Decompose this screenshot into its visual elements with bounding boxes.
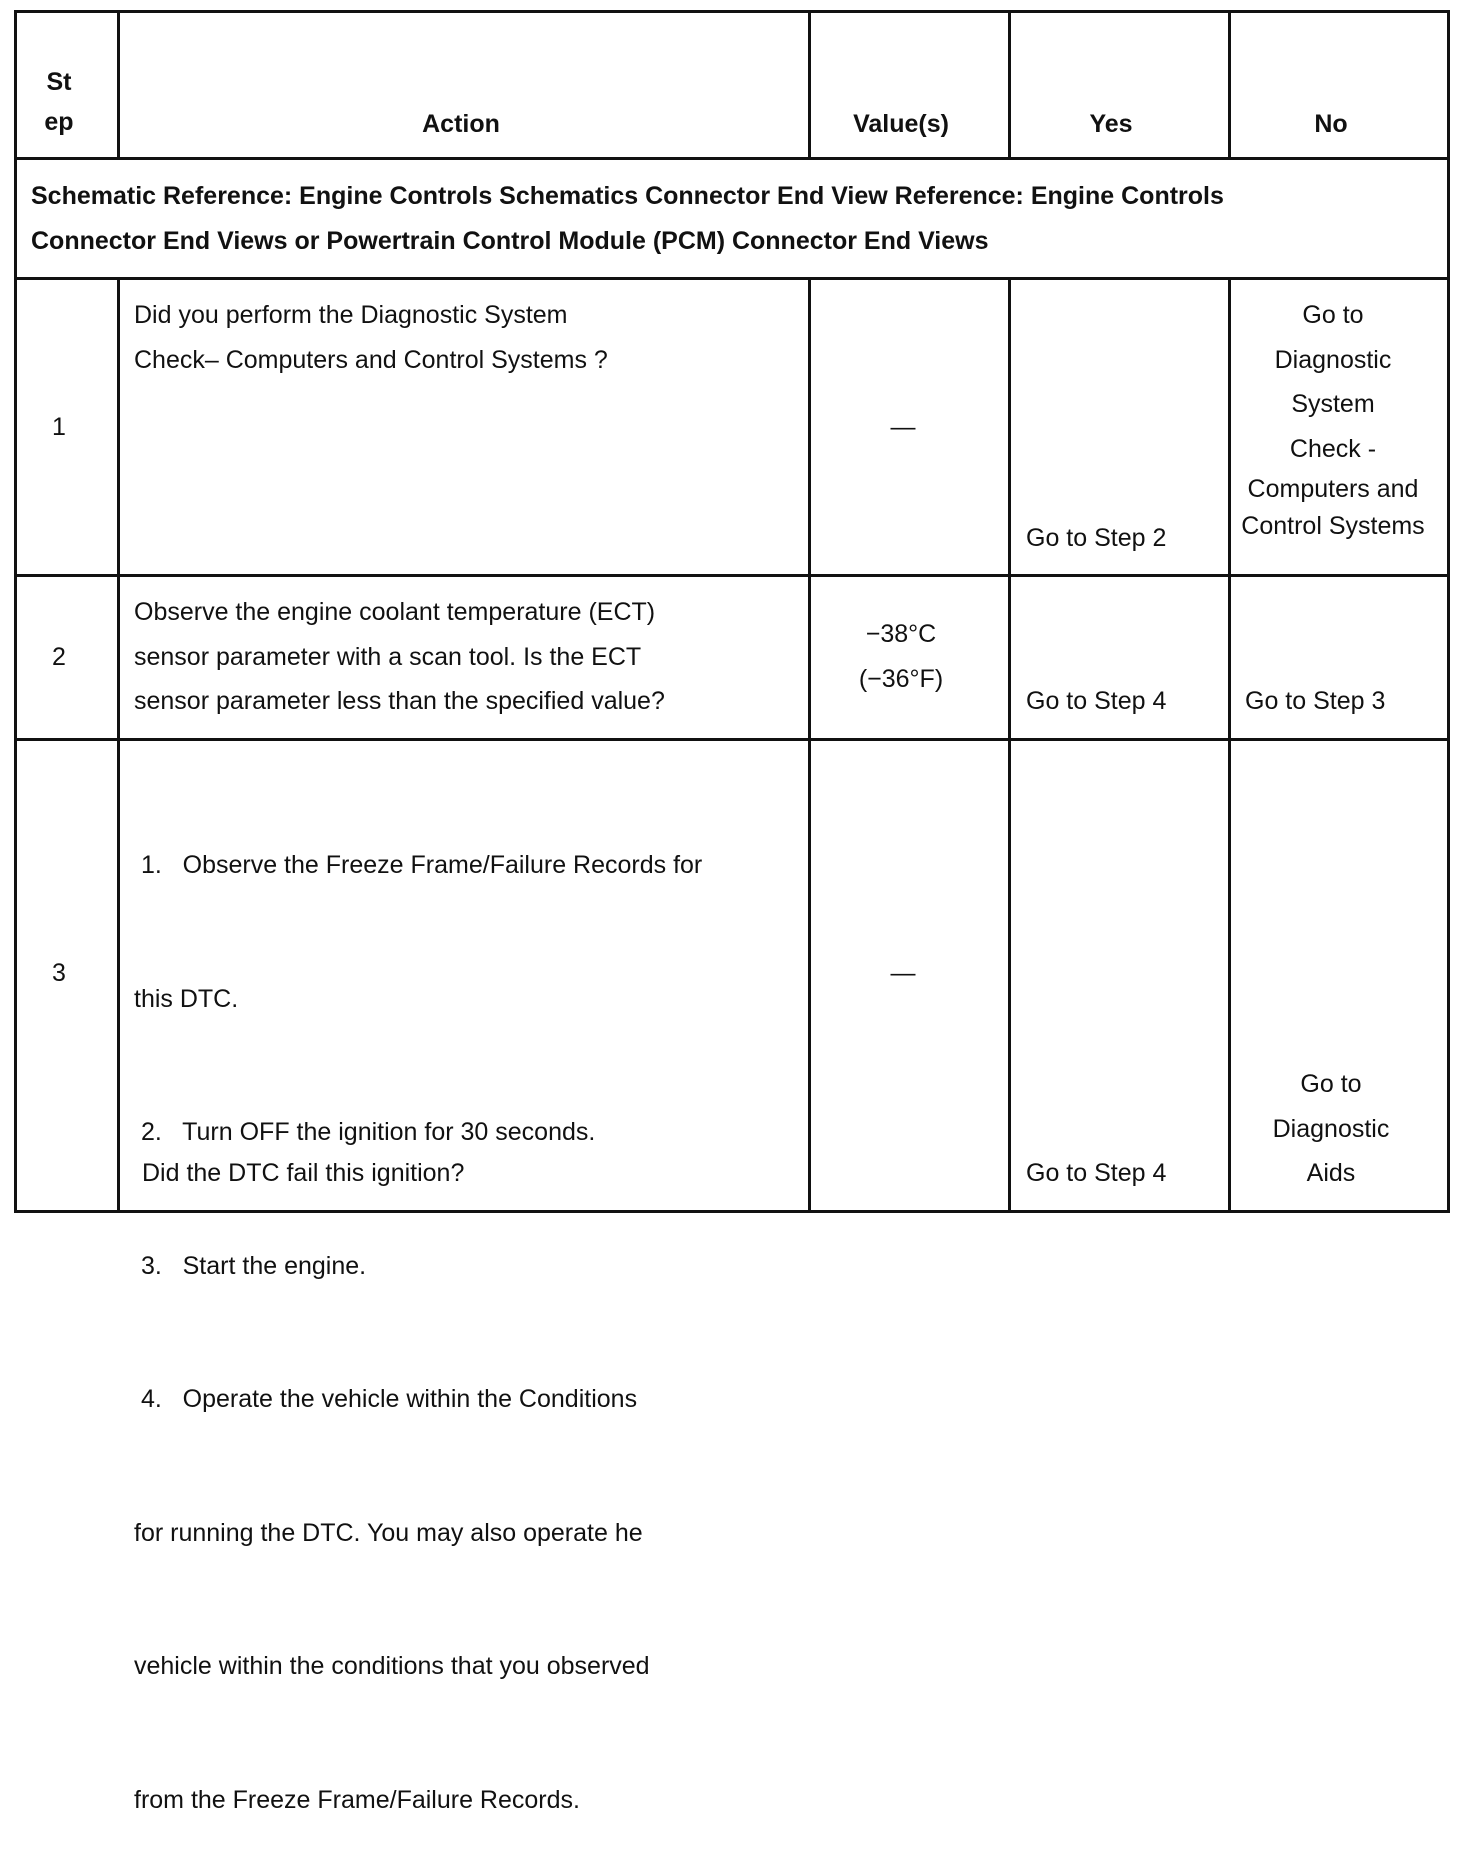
row2-yes-link[interactable]: Go to Step 4 (1026, 687, 1167, 715)
row1-no-line6: Control Systems (1241, 511, 1425, 540)
row2-action-line2: sensor parameter with a scan tool. Is the ECT (134, 642, 642, 671)
row1-step: 1 (52, 413, 66, 441)
row2-step: 2 (52, 643, 66, 671)
row3-action-line5: 4. Operate the vehicle within the Conditions (134, 1385, 638, 1413)
row1-action (134, 293, 608, 382)
col-rule-step-body (117, 277, 120, 1210)
row1-no-line3: System (1291, 390, 1375, 418)
row3-action (134, 754, 702, 1867)
row1-no-line5: Computers and (1247, 474, 1419, 503)
row2-value-fahrenheit: (−36°F) (858, 664, 944, 693)
row3-no-link[interactable] (1228, 1062, 1434, 1196)
row3-action-line6: for running the DTC. You may also operate he (134, 1518, 643, 1547)
row1-yes-link[interactable]: Go to Step 2 (1026, 524, 1167, 552)
header-step (17, 62, 101, 142)
schematic-reference (31, 174, 1224, 263)
row3-question: Did the DTC fail this ignition? (142, 1159, 465, 1187)
row2-value-celsius: −38°C (865, 620, 937, 648)
row2-no-link[interactable]: Go to Step 3 (1245, 687, 1386, 715)
rule-header-bottom (17, 157, 1447, 160)
row3-action-line2: this DTC. (134, 984, 239, 1013)
reference-line1: Schematic Reference: Engine Controls Schematics Connector End View Reference: Engine Controls (31, 182, 1224, 210)
row3-action-line3: 2. Turn OFF the ignition for 30 seconds. (134, 1118, 596, 1146)
row3-action-line1: 1. Observe the Freeze Frame/Failure Records for (134, 851, 703, 879)
rule-row2-bottom (17, 738, 1447, 741)
header-values: Value(s) (853, 110, 949, 138)
row3-value: — (890, 959, 916, 987)
row2-value (808, 612, 994, 701)
row2-action (134, 590, 665, 724)
rule-reference-bottom (17, 277, 1447, 280)
row3-no-line3: Aids (1306, 1159, 1356, 1187)
row1-no-line1: Go to (1302, 301, 1364, 329)
header-step-line1: St (46, 68, 72, 96)
row1-no-line4: Check - (1289, 434, 1377, 463)
row3-action-line4: 3. Start the engine. (134, 1251, 367, 1280)
row3-step: 3 (52, 959, 66, 987)
row1-action-line2: Check– Computers and Control Systems ? (134, 345, 608, 374)
reference-line2: Connector End Views or Powertrain Control Module (PCM) Connector End Views (31, 226, 989, 255)
row1-action-line1: Did you perform the Diagnostic System (134, 301, 568, 329)
row3-action-line7: vehicle within the conditions that you observed (134, 1652, 650, 1680)
header-step-line2: ep (44, 108, 74, 136)
row3-no-line2: Diagnostic (1272, 1114, 1390, 1143)
row3-yes-link[interactable]: Go to Step 4 (1026, 1159, 1167, 1187)
row2-action-line1: Observe the engine coolant temperature (ECT) (134, 598, 656, 626)
row1-no-line2: Diagnostic (1274, 345, 1392, 374)
header-yes: Yes (1089, 110, 1133, 138)
row1-no-link[interactable] (1228, 293, 1438, 545)
header-no: No (1314, 110, 1348, 138)
row1-value: — (890, 413, 916, 441)
row2-action-line3: sensor parameter less than the specified value? (134, 687, 665, 715)
row3-no-line1: Go to (1300, 1070, 1362, 1098)
header-action: Action (422, 110, 500, 138)
row3-action-line8: from the Freeze Frame/Failure Records. (134, 1785, 580, 1814)
rule-row1-bottom (17, 574, 1447, 577)
col-rule-values-body (1008, 277, 1011, 1210)
